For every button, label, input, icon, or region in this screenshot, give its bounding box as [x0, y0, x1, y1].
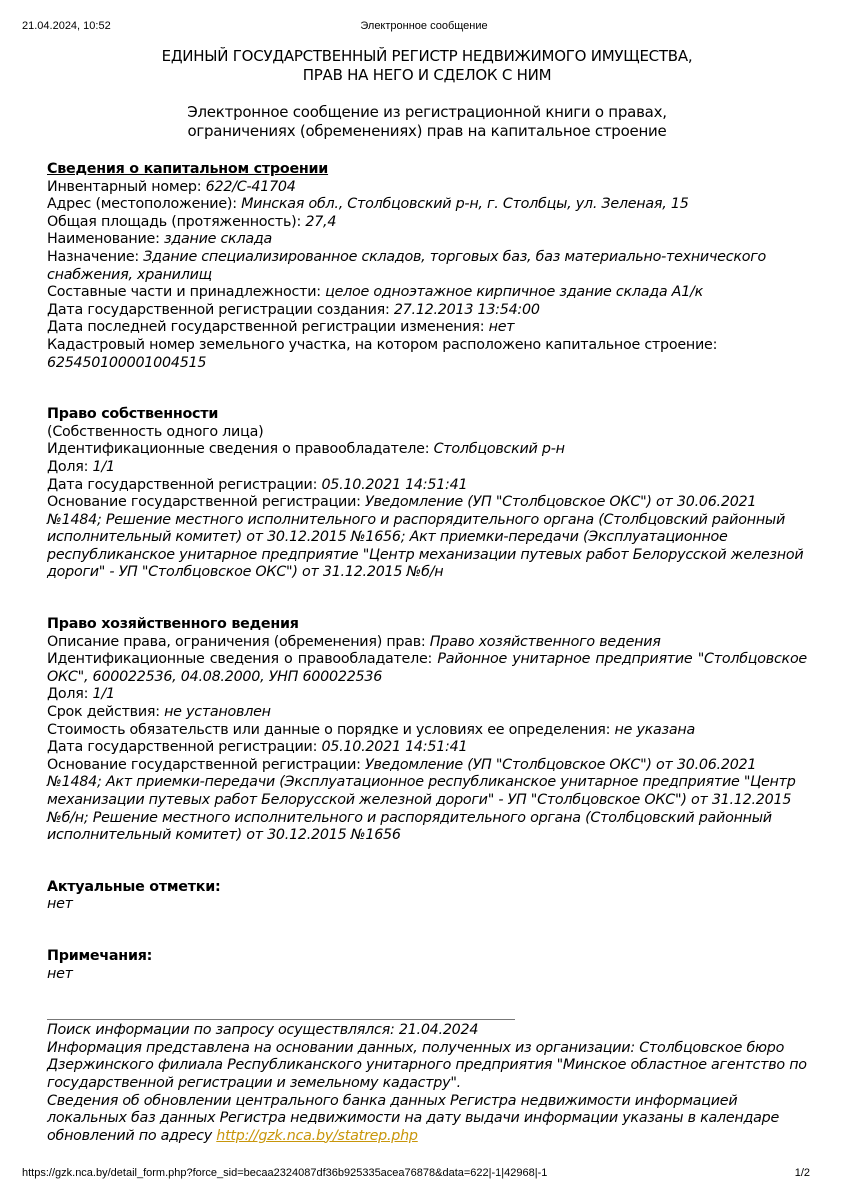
field-label: Описание права, ограничения (обременения) прав:	[47, 633, 430, 650]
economic-management-fields	[47, 634, 807, 845]
notes-section	[47, 948, 807, 983]
building-fields	[47, 179, 807, 373]
field-value: здание склада	[163, 231, 272, 248]
field-value: 27,4	[305, 213, 337, 230]
field-label: Назначение:	[47, 248, 144, 265]
field-value: Столбцовский р-н	[433, 441, 565, 458]
field-label: Доля:	[47, 458, 93, 475]
registry-title-line2: ПРАВ НА НЕГО И СДЕЛОК С НИМ	[302, 65, 552, 84]
ownership-subtitle: (Собственность одного лица)	[47, 423, 264, 440]
field-value: 27.12.2013 13:54:00	[393, 301, 540, 318]
field-label: Дата последней государственной регистрации изменения:	[47, 319, 489, 336]
field-label: Кадастровый номер земельного участка, на котором расположено капитальное строение:	[47, 336, 718, 353]
current-marks-heading: Актуальные отметки:	[47, 878, 221, 895]
field-label: Основание государственной регистрации:	[47, 494, 365, 511]
field-row	[47, 651, 807, 686]
field-label: Дата государственной регистрации создания:	[47, 301, 394, 318]
field-row	[47, 459, 807, 477]
building-heading: Сведения о капитальном строении	[47, 161, 329, 177]
field-value: Здание специализированное складов, торговых баз, баз материально-технического снабжения, хранилищ	[47, 248, 766, 283]
field-value: 1/1	[92, 458, 115, 475]
field-row	[47, 686, 807, 704]
search-date-text: Поиск информации по запросу осуществлялся: 21.04.2024	[47, 1022, 479, 1039]
print-header	[0, 20, 848, 36]
field-row	[47, 302, 807, 320]
field-label: Адрес (местоположение):	[47, 196, 242, 213]
registry-title-line1: ЕДИНЫЙ ГОСУДАРСТВЕННЫЙ РЕГИСТР НЕДВИЖИМОГО ИМУЩЕСТВА,	[161, 47, 693, 65]
footer-info	[47, 1019, 807, 1145]
field-value: 625450100001004515	[47, 354, 207, 371]
field-row	[47, 196, 807, 214]
field-row	[47, 319, 807, 337]
field-row	[47, 634, 807, 652]
field-row	[47, 284, 807, 302]
ownership-section	[47, 406, 807, 582]
document-body	[47, 47, 807, 1145]
update-info-text: Сведения об обновлении центрального банка данных Регистра недвижимости информацией локальных баз данных Регистра недвижимости на дату выдачи информации указаны в календаре обновлений по адресу	[47, 1092, 780, 1144]
field-value: целое одноэтажное кирпичное здание склада А1/к	[325, 284, 704, 301]
field-row	[47, 337, 807, 372]
field-label: Идентификационные сведения о правообладателе:	[47, 441, 434, 458]
notes-value: нет	[47, 965, 73, 982]
message-title-line1: Электронное сообщение из регистрационной книги о правах,	[187, 103, 667, 121]
field-label: Доля:	[47, 686, 93, 703]
field-label: Срок действия:	[47, 704, 165, 721]
field-row	[47, 757, 807, 845]
field-value: Минская обл., Столбцовский р-н, г. Столбцы, ул. Зеленая, 15	[241, 196, 689, 213]
field-value: не установлен	[164, 704, 271, 721]
economic-management-section	[47, 616, 807, 845]
field-label: Общая площадь (протяженность):	[47, 213, 306, 230]
update-info	[47, 1093, 807, 1146]
separator-line	[47, 1019, 515, 1020]
field-value: нет	[488, 319, 515, 336]
field-value: 622/С-41704	[205, 178, 296, 195]
field-value: 05.10.2021 14:51:41	[321, 476, 468, 493]
page-number: 1/2	[794, 1167, 810, 1179]
field-row	[47, 722, 807, 740]
ownership-fields	[47, 441, 807, 582]
field-label: Составные части и принадлежности:	[47, 284, 326, 301]
field-label: Инвентарный номер:	[47, 178, 206, 195]
field-row	[47, 441, 807, 459]
field-label: Стоимость обязательств или данные о порядке и условиях ее определения:	[47, 721, 615, 738]
field-row	[47, 477, 807, 495]
field-row	[47, 739, 807, 757]
ownership-heading: Право собственности	[47, 406, 219, 423]
field-label: Основание государственной регистрации:	[47, 756, 365, 773]
current-marks-value: нет	[47, 896, 73, 913]
message-title-line2: ограничениях (обременениях) прав на капитальное строение	[187, 121, 667, 140]
message-title	[47, 103, 807, 140]
statrep-link[interactable]: http://gzk.nca.by/statrep.php	[216, 1127, 418, 1144]
field-value: 1/1	[92, 686, 115, 703]
field-value: Районное унитарное предприятие "Столбцовское ОКС", 600022536, 04.08.2000, УНП 600022536	[47, 651, 807, 685]
economic-management-heading: Право хозяйственного ведения	[47, 616, 299, 633]
building-section	[47, 161, 807, 372]
field-value: Право хозяйственного ведения	[429, 633, 661, 650]
field-value: 05.10.2021 14:51:41	[321, 739, 468, 756]
field-row	[47, 214, 807, 232]
notes-heading: Примечания:	[47, 947, 153, 964]
field-row	[47, 704, 807, 722]
field-label: Идентификационные сведения о правообладателе:	[47, 651, 438, 668]
field-value: не указана	[614, 721, 696, 738]
field-label: Наименование:	[47, 231, 164, 248]
source-text: Информация представлена на основании данных, полученных из организации: Столбцовское бюро Дзержинского филиала Республиканского унитарного предприятия "Минское областное агентство по государственной регистрации и земельному кадастру".	[47, 1039, 807, 1091]
field-label: Дата государственной регистрации:	[47, 739, 322, 756]
current-marks-section	[47, 879, 807, 914]
registry-title	[47, 47, 807, 84]
field-value: Уведомление (УП "Столбцовское ОКС") от 30.06.2021 №1484; Акт приемки-передачи (Эксплуатационное республиканское унитарное предприятие "Центр механизации путевых работ Белорусской железной дороги" - УП "Столбцовское ОКС") от 31.12.2015 №б/н; Решение местного исполнительного и распорядительного органа (Столбцовский районный исполнительный комитет) от 30.12.2015 №1656	[47, 756, 796, 844]
field-label: Дата государственной регистрации:	[47, 476, 322, 493]
field-row	[47, 249, 807, 284]
field-row	[47, 231, 807, 249]
field-value: Уведомление (УП "Столбцовское ОКС") от 30.06.2021 №1484; Решение местного исполнительного и распорядительного органа (Столбцовский районный исполнительный комитет) от 30.12.2015 №1656; Акт приемки-передачи (Эксплуатационное республиканское унитарное предприятие "Центр механизации путевых работ Белорусской железной дороги" - УП "Столбцовское ОКС") от 31.12.2015 №б/н	[47, 494, 804, 581]
print-url: https://gzk.nca.by/detail_form.php?force_sid=becaa2324087df36b925335acea76878&data=622|-1|42968|-1	[22, 1167, 548, 1179]
field-row	[47, 494, 807, 582]
print-page-title: Электронное сообщение	[360, 20, 488, 32]
print-datetime: 21.04.2024, 10:52	[22, 20, 111, 32]
field-row	[47, 179, 807, 197]
